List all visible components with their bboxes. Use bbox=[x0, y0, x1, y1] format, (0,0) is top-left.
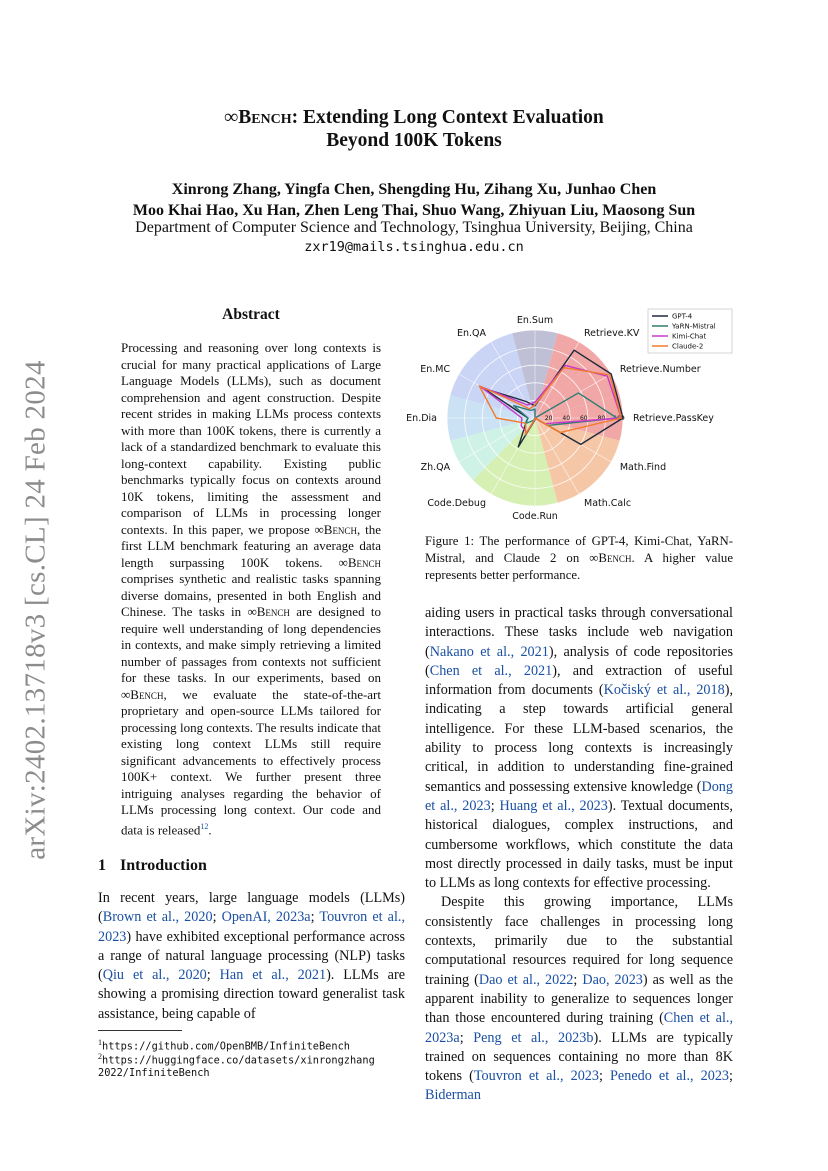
introduction-text bbox=[98, 889, 405, 1024]
bench-name: ∞Bench bbox=[247, 604, 290, 619]
footnote-1-mark: 1 bbox=[98, 1038, 102, 1047]
intro-text-1: In recent years, large language models (LLMs) ( bbox=[98, 890, 405, 926]
footnote-marks[interactable]: 12 bbox=[200, 821, 209, 831]
radial-tick-label: 60 bbox=[579, 415, 588, 422]
citation-link[interactable]: Dao et al., 2022 bbox=[478, 971, 574, 988]
abstract-text bbox=[121, 340, 381, 838]
citation-link[interactable]: Chen et al., 2021 bbox=[429, 662, 553, 679]
paragraph-text: ; bbox=[729, 1068, 733, 1085]
abstract-part-3: comprises synthetic and realistic tasks spanning diverse domains, presented in both English and Chinese. The tasks in bbox=[121, 571, 381, 619]
axis-label-retrieve-passkey: Retrieve.PassKey bbox=[633, 413, 714, 424]
legend-entry: Kimi-Chat bbox=[672, 332, 707, 341]
paragraph-2 bbox=[425, 893, 733, 1105]
radar-chart bbox=[406, 306, 736, 524]
legend-entry: Claude-2 bbox=[672, 342, 704, 351]
abstract-part-5: , we evaluate the state-of-the-art proprietary and open-source LLMs tailored for processing long contexts. The results indicate that existing long context LLMs still require significant advancements to effectively process 100K+ context. We further present three intriguing analyses regarding the behavior of LLMs processing long context. Our code and data is released bbox=[121, 686, 381, 837]
radial-tick-label: 20 bbox=[544, 415, 553, 422]
citation-link[interactable]: Chen et al., 2023a bbox=[425, 1010, 733, 1046]
axis-label-code-run: Code.Run bbox=[512, 511, 558, 522]
axis-label-math-calc: Math.Calc bbox=[584, 497, 632, 509]
axis-label-math-find: Math.Find bbox=[619, 462, 667, 473]
radial-tick-label: 100 bbox=[613, 415, 625, 422]
paragraph-text: ; bbox=[598, 1068, 611, 1085]
citation-link[interactable]: Peng et al., 2023b bbox=[473, 1029, 594, 1046]
citation-link[interactable]: Penedo et al., 2023 bbox=[610, 1068, 730, 1085]
author-list bbox=[100, 179, 728, 221]
legend-entry: YaRN-Mistral bbox=[672, 322, 716, 331]
bench-name: ∞Bench bbox=[338, 554, 381, 570]
citation-link[interactable]: Brown et al., 2020 bbox=[102, 909, 213, 926]
abstract-part-1: Processing and reasoning over long contexts is crucial for many practical applications of Large Language Models (LLMs), such as document comprehension and agent construction. Despite recent strides in making LLMs process contexts with more than 100K tokens, there is currently a lack of a standardized benchmark to evaluate this long-context capability. Existing public benchmarks typically focus on contexts around 10K tokens, limiting the assessment and comparison of LLMs in processing longer contexts. In this paper, we propose bbox=[121, 340, 381, 537]
paragraph-text: ), analysis of code repositories ( bbox=[425, 643, 733, 679]
citation-link[interactable]: Han et al., 2021 bbox=[219, 967, 327, 984]
axis-label-en-qa: En.QA bbox=[456, 328, 486, 340]
axis-label-retrieve-kv: Retrieve.KV bbox=[584, 328, 640, 340]
axis-label-en-mc: En.MC bbox=[420, 364, 451, 375]
abstract-heading: Abstract bbox=[222, 306, 280, 323]
citation-link[interactable]: Touvron et al., 2023 bbox=[98, 909, 405, 945]
bench-name: ∞Bench bbox=[121, 686, 164, 702]
paragraph-text: ). LLMs are typically trained on sequences containing no more than 8K tokens ( bbox=[425, 1029, 733, 1085]
radial-tick-label: 80 bbox=[597, 415, 606, 422]
footnote-divider bbox=[98, 1030, 182, 1031]
citation-link[interactable]: Dong et al., 2023 bbox=[425, 778, 733, 814]
arxiv-identifier bbox=[6, 360, 66, 860]
contact-email[interactable]: zxr19@mails.tsinghua.edu.cn bbox=[304, 239, 524, 255]
bench-name: ∞Bench bbox=[314, 521, 357, 537]
paragraph-text: Despite this growing importance, LLMs consistently face challenges in processing long contexts, primarily due to the substantial computational resources required for long sequence training ( bbox=[425, 894, 733, 988]
abstract-part-4: are designed to require well understanding of long dependencies in contexts, and make simply retrieving a limited number of passages from contexts not sufficient for these tasks. In our experiments, based on bbox=[121, 604, 381, 685]
section-number: 1 bbox=[98, 857, 106, 874]
axis-label-en-dia: En.Dia bbox=[406, 413, 437, 424]
title-line-2: Beyond 100K Tokens bbox=[326, 130, 502, 151]
paragraph-text: ; bbox=[490, 797, 500, 814]
footnote-1-link[interactable]: https://github.com/OpenBMB/InfiniteBench bbox=[102, 1040, 350, 1053]
paragraph-text: ). Textual documents, historical dialogues, complex instructions, and cumbersome workflows, which constitute the data most directly processed in daily tasks, must be input to LLMs as long contexts for effective processing. bbox=[425, 797, 733, 892]
paragraph-text: ; bbox=[573, 971, 583, 988]
title-rest: : Extending Long Context Evaluation bbox=[291, 107, 604, 128]
intro-text-5: ; bbox=[206, 967, 220, 984]
caption-text-2: . A higher value represents better performance. bbox=[425, 551, 733, 582]
bench-name: Bench bbox=[238, 107, 292, 128]
authors-line-2: Moo Khai Hao, Xu Han, Zhen Leng Thai, Shuo Wang, Zhiyuan Liu, Maosong Sun bbox=[132, 202, 696, 219]
citation-link[interactable]: Dao, 2023 bbox=[582, 971, 643, 988]
paragraph-text: ) as well as the apparent inability to generalize to sequences longer than those encountered during training ( bbox=[425, 971, 733, 1027]
right-column-text bbox=[425, 604, 733, 1106]
paper-title bbox=[100, 106, 728, 152]
legend-entry: GPT-4 bbox=[672, 312, 693, 321]
citation-link[interactable]: Touvron et al., 2023 bbox=[473, 1068, 599, 1085]
paragraph-text: ), and extraction of useful information from documents ( bbox=[425, 662, 733, 699]
citation-link[interactable]: Huang et al., 2023 bbox=[499, 797, 608, 814]
intro-text-3: ; bbox=[310, 909, 320, 926]
abstract-part-2: , the first LLM benchmark featuring an average data length surpassing 100K tokens. bbox=[121, 521, 381, 570]
authors-line-1: Xinrong Zhang, Yingfa Chen, Shengding Hu, Zihang Xu, Junhao Chen bbox=[171, 181, 657, 198]
footnote-2 bbox=[98, 1050, 408, 1080]
paragraph-1 bbox=[425, 604, 733, 893]
abstract-end: . bbox=[208, 821, 212, 837]
paragraph-text: ), indicating a step towards artificial general intelligence. For these LLM-based scenarios, the ability to process long contexts is increasingly critical, in addition to understanding fine-grained semantics and possessing extensive knowledge ( bbox=[425, 682, 733, 795]
citation-link[interactable]: OpenAI, 2023a bbox=[221, 909, 311, 926]
citation-link[interactable]: Nakano et al., 2021 bbox=[429, 643, 549, 660]
arxiv-identifier-text: arXiv:2402.13718v3 [cs.CL] 24 Feb 2024 bbox=[19, 360, 52, 860]
section-heading-introduction bbox=[98, 857, 207, 875]
axis-label-en-sum: En.Sum bbox=[516, 315, 554, 326]
figure-1-radar-chart bbox=[406, 306, 736, 524]
citation-link[interactable]: Kočiský et al., 2018 bbox=[603, 682, 725, 699]
bench-name: ∞Bench bbox=[589, 551, 632, 565]
intro-text-4: ) have exhibited exceptional performance across a range of natural language processing (NLP) tasks ( bbox=[98, 928, 405, 984]
radial-tick-label: 40 bbox=[562, 415, 571, 422]
title-line-1 bbox=[100, 106, 728, 129]
paragraph-text: aiding users in practical tasks through conversational interactions. These tasks include web navigation ( bbox=[425, 605, 733, 660]
figure-1-caption bbox=[425, 533, 733, 584]
paragraph-text: ; bbox=[459, 1029, 474, 1046]
footnote-2-link-cont[interactable]: 2022/InfiniteBench bbox=[98, 1067, 210, 1080]
citation-link[interactable]: Biderman bbox=[425, 1087, 481, 1104]
affiliation: Department of Computer Science and Technology, Tsinghua University, Beijing, China bbox=[135, 219, 693, 236]
caption-text-1: Figure 1: The performance of GPT-4, Kimi-Chat, YaRN-Mistral, and Claude 2 on bbox=[425, 534, 733, 565]
footnote-2-mark: 2 bbox=[98, 1052, 102, 1061]
axis-label-code-debug: Code.Debug bbox=[427, 497, 486, 509]
section-title: Introduction bbox=[120, 857, 207, 874]
infinity-symbol: ∞ bbox=[224, 107, 239, 128]
intro-text-2: ; bbox=[212, 909, 222, 926]
intro-text-6: ). LLMs are showing a promising direction toward generalist task assistance, being capable of bbox=[98, 967, 405, 1022]
axis-label-retrieve-number: Retrieve.Number bbox=[619, 364, 701, 375]
citation-link[interactable]: Qiu et al., 2020 bbox=[102, 967, 207, 984]
footnote-2-link[interactable]: https://huggingface.co/datasets/xinrongzhang bbox=[102, 1054, 375, 1067]
axis-label-zh-qa: Zh.QA bbox=[420, 462, 451, 473]
